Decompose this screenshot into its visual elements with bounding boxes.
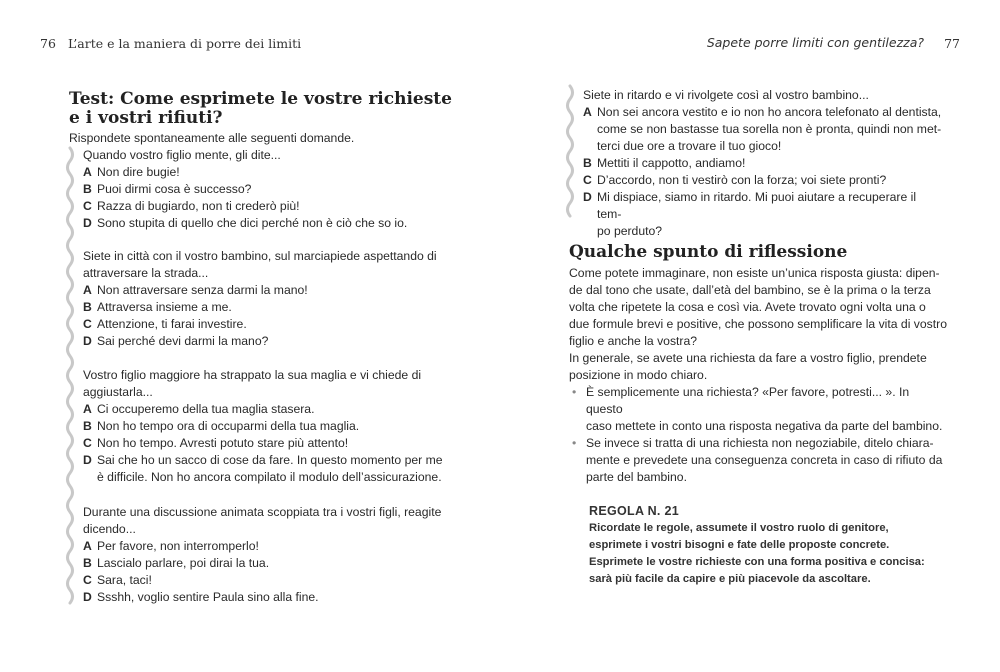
answer-option (83, 572, 453, 589)
option-text: Non ho tempo ora di occuparmi della tua maglia. (97, 419, 360, 433)
paragraph-line: de dal tono che usate, dall’età del bambino, se è la prima o la terza (569, 283, 931, 297)
answer-option (83, 181, 453, 198)
question-prompt: attraversare la strada... (83, 266, 209, 280)
option-letter: A (583, 105, 592, 119)
answer-option (83, 555, 453, 572)
answer-option (583, 189, 943, 240)
option-letter: A (83, 402, 92, 416)
answer-option (583, 104, 943, 155)
wavy-line-path (68, 148, 73, 603)
option-text: Sara, taci! (97, 573, 152, 587)
running-header-left: L’arte e la maniera di porre dei limiti (68, 36, 302, 51)
option-text: Ci occuperemo della tua maglia stasera. (97, 402, 315, 416)
option-text: Non attraversare senza darmi la mano! (97, 283, 308, 297)
option-text: Non dire bugie! (97, 165, 180, 179)
option-letter: D (583, 190, 592, 204)
answer-option (83, 198, 453, 215)
rule-line: sarà più facile da capire e più piacevole da ascoltare. (589, 573, 871, 585)
question-prompt: aggiustarla... (83, 385, 153, 399)
answer-option (83, 452, 453, 486)
rule-text (589, 520, 934, 588)
option-text: Ssshh, voglio sentire Paula sino alla fine. (97, 590, 319, 604)
option-letter: D (83, 453, 92, 467)
paragraph-line: due formule brevi e positive, che possono semplificare la vita di vostro (569, 317, 947, 331)
option-text: è difficile. Non ho ancora compilato il modulo dell’assicurazione. (97, 470, 442, 484)
option-text: Non ho tempo. Avresti potuto stare più attento! (97, 436, 349, 450)
option-text: Razza di bugiardo, non ti crederò più! (97, 199, 300, 213)
option-text: Mettiti il cappotto, andiamo! (597, 156, 746, 170)
answer-option (83, 215, 453, 232)
option-text: Non sei ancora vestito e io non ho ancora telefonato al dentista, (597, 105, 942, 119)
option-text: Per favore, non interromperlo! (97, 539, 259, 553)
bullet-line: caso mettete in conto una risposta negativa da parte del bambino. (586, 419, 943, 433)
answer-option (83, 282, 453, 299)
answer-option (83, 418, 453, 435)
answer-option (83, 316, 453, 333)
answer-option (83, 589, 453, 606)
rule-line: esprimete i vostri bisogni e fate delle proposte concrete. (589, 539, 890, 551)
option-letter: C (83, 573, 92, 587)
bullet-line: • È semplicemente una richiesta? «Per favore, potresti... ». In questo (586, 385, 910, 416)
paragraph-line: figlio e anche la vostra? (569, 334, 698, 348)
question-block-5 (583, 87, 943, 240)
answer-option (583, 155, 943, 172)
question-block-4 (83, 504, 453, 606)
section-title: Qualche spunto di riflessione (569, 242, 848, 262)
option-letter: A (83, 539, 92, 553)
wavy-line-path (568, 86, 573, 216)
option-text: Mi dispiace, siamo in ritardo. Mi puoi aiutare a recuperare il tem- (597, 190, 917, 221)
option-letter: B (83, 182, 92, 196)
option-letter: D (83, 590, 92, 604)
option-letter: D (83, 334, 92, 348)
answer-option (83, 538, 453, 555)
question-prompt: dicendo... (83, 522, 136, 536)
option-letter: B (583, 156, 592, 170)
answer-option (83, 401, 453, 418)
option-letter: B (83, 556, 92, 570)
question-block-1 (83, 147, 453, 232)
answer-option (583, 172, 943, 189)
paragraph-line: Come potete immaginare, non esiste un’unica risposta giusta: dipen- (569, 266, 940, 280)
option-letter: C (83, 199, 92, 213)
bullet-item (569, 435, 949, 486)
question-prompt: Siete in città con il vostro bambino, sul marciapiede aspettando di (83, 249, 437, 263)
bullet-item (569, 384, 949, 435)
option-text: terci due ore a trovare il tuo gioco! (597, 139, 782, 153)
reflection-paragraph-1 (569, 265, 949, 486)
rule-heading: REGOLA N. 21 (589, 504, 679, 518)
option-text: Attenzione, ti farai investire. (97, 317, 247, 331)
bullet-line: mente e prevedete una conseguenza concreta in caso di rifiuto da (586, 453, 943, 467)
page-number-left: 76 (40, 36, 56, 51)
question-prompt: Siete in ritardo e vi rivolgete così al vostro bambino... (583, 88, 869, 102)
running-header-right: Sapete porre limiti con gentilezza? (706, 35, 924, 50)
option-letter: B (83, 419, 92, 433)
answer-option (83, 164, 453, 181)
page-number-right: 77 (944, 36, 960, 51)
option-text: Puoi dirmi cosa è successo? (97, 182, 252, 196)
option-letter: D (83, 216, 92, 230)
option-letter: B (83, 300, 92, 314)
option-text: Sai perché devi darmi la mano? (97, 334, 269, 348)
paragraph-line: posizione in modo chiaro. (569, 368, 708, 382)
option-text: D’accordo, non ti vestirò con la forza; voi siete pronti? (597, 173, 887, 187)
answer-option (83, 333, 453, 350)
option-text: po perduto? (597, 224, 663, 238)
question-prompt: Quando vostro figlio mente, gli dite... (83, 148, 281, 162)
rule-line: Esprimete le vostre richieste con una forma positiva e concisa: (589, 556, 925, 568)
rule-line: Ricordate le regole, assumete il vostro ruolo di genitore, (589, 522, 889, 534)
option-text: Attraversa insieme a me. (97, 300, 232, 314)
option-letter: C (583, 173, 592, 187)
bullet-line: parte del bambino. (586, 470, 687, 484)
test-title-line-2: e i vostri rifiuti? (69, 108, 223, 128)
option-text: Sono stupita di quello che dici perché non è ciò che so io. (97, 216, 408, 230)
wavy-line-decoration-left (62, 146, 78, 608)
option-letter: A (83, 283, 92, 297)
paragraph-line: In generale, se avete una richiesta da fare a vostro figlio, prendete (569, 351, 927, 365)
question-block-2 (83, 248, 453, 350)
option-text: Sai che ho un sacco di cose da fare. In questo momento per me (97, 453, 443, 467)
option-text: come se non bastasse tua sorella non è pronta, quindi non met- (597, 122, 942, 136)
bullet-line: • Se invece si tratta di una richiesta non negoziabile, ditelo chiara- (586, 436, 934, 450)
paragraph-line: volta che ripetete la cosa e così via. Avete trovato ogni volta una o (569, 300, 926, 314)
question-prompt: Durante una discussione animata scoppiata tra i vostri figli, reagite (83, 505, 442, 519)
wavy-line-decoration-right (562, 84, 578, 224)
option-letter: C (83, 317, 92, 331)
question-prompt: Vostro figlio maggiore ha strappato la sua maglia e vi chiede di (83, 368, 422, 382)
test-intro: Rispondete spontaneamente alle seguenti domande. (69, 131, 355, 145)
test-title-line-1: Test: Come esprimete le vostre richieste (69, 89, 452, 109)
option-letter: A (83, 165, 92, 179)
test-title (69, 90, 452, 128)
rule-box (589, 504, 934, 588)
answer-option (83, 299, 453, 316)
question-block-3 (83, 367, 453, 486)
option-letter: C (83, 436, 92, 450)
answer-option (83, 435, 453, 452)
option-text: Lascialo parlare, poi dirai la tua. (97, 556, 270, 570)
